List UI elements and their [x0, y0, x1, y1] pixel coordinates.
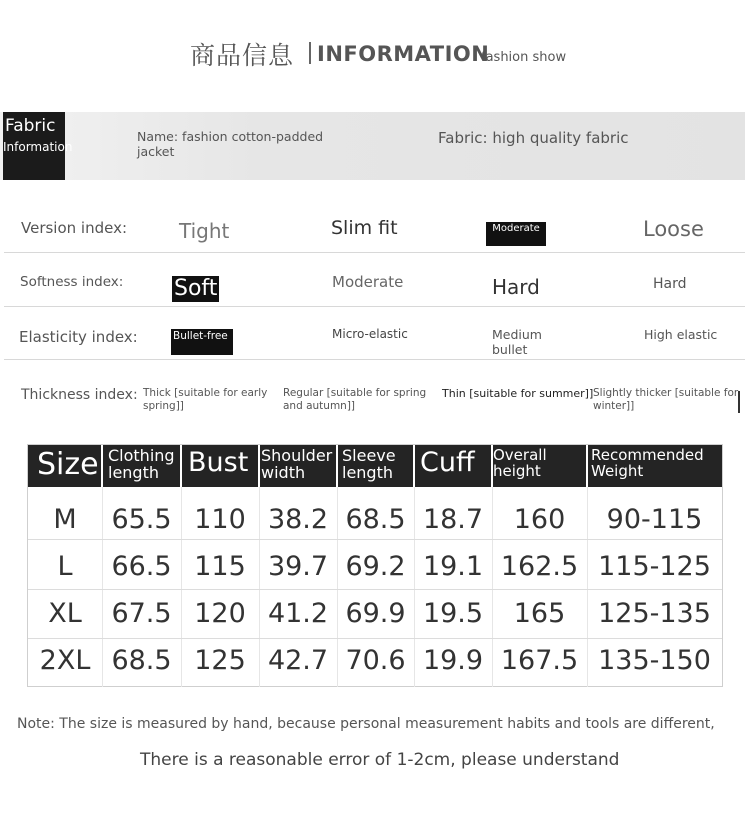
cell-shoulder-width: 39.7	[267, 551, 329, 582]
thickness-index-label: Thickness index:	[21, 387, 138, 403]
cell-clothing-length: 67.5	[111, 598, 172, 629]
thickness-index-row	[0, 360, 750, 418]
fabric-badge-title: Fabric	[5, 116, 56, 136]
cell-sleeve-length: 69.2	[345, 551, 406, 582]
cell-shoulder-width: 38.2	[267, 504, 329, 535]
cell-shoulder-width: 41.2	[267, 598, 329, 629]
table-header-cuff: Cuff	[415, 445, 491, 487]
fabric-info-badge	[3, 112, 73, 180]
version-option-slim-fit: Slim fit	[331, 217, 398, 239]
cell-size: L	[57, 551, 73, 582]
version-option-tight: Tight	[179, 219, 230, 243]
measurement-note: Note: The size is measured by hand, because personal measurement habits and tools are different,	[17, 716, 715, 732]
elasticity-index-row	[0, 307, 750, 360]
thickness-option-regular: Regular [suitable for spring and autumn]]	[283, 387, 427, 412]
version-option-moderate-selected: Moderate	[486, 222, 546, 246]
cell-clothing-length: 66.5	[111, 551, 172, 582]
page-header	[0, 30, 750, 80]
cell-overall-height: 167.5	[500, 645, 579, 676]
softness-index-label: Softness index:	[20, 274, 124, 290]
table-header-shoulder-width: Shoulder width	[260, 445, 336, 487]
header-separator	[309, 42, 311, 64]
cell-cuff: 19.5	[422, 598, 484, 629]
fabric-info-band	[0, 112, 745, 180]
table-header-bust: Bust	[182, 445, 258, 487]
table-header-sleeve-length: Sleeve length	[338, 445, 413, 487]
cell-recommended-weight: 125-135	[598, 598, 711, 629]
softness-option-soft-selected: Soft	[174, 276, 218, 301]
size-table	[27, 444, 723, 687]
version-index-label: Version index:	[21, 219, 128, 237]
cell-size: M	[53, 504, 77, 535]
version-option-loose: Loose	[643, 217, 704, 241]
version-index-row	[0, 205, 750, 253]
row-edge-marker	[738, 391, 740, 413]
thickness-option-thick: Thick [suitable for early spring]]	[143, 387, 268, 412]
fabric-material: Fabric: high quality fabric	[438, 129, 629, 147]
softness-index-row	[0, 253, 750, 307]
elasticity-option-bullet-free-selected: Bullet-free	[171, 329, 233, 355]
cell-cuff: 19.1	[422, 551, 484, 582]
table-header-clothing-length: Clothing length	[103, 445, 180, 487]
cell-sleeve-length: 68.5	[345, 504, 406, 535]
cell-sleeve-length: 70.6	[345, 645, 406, 676]
thickness-option-thin: Thin [suitable for summer]]	[442, 387, 594, 400]
softness-option-hard: Hard	[492, 275, 540, 299]
elasticity-option-medium-bullet: Medium bullet	[492, 327, 542, 357]
cell-shoulder-width: 42.7	[267, 645, 329, 676]
header-en-title: INFORMATION	[317, 42, 490, 66]
elasticity-option-micro-elastic: Micro-elastic	[332, 327, 408, 341]
table-header-recommended-weight: Recommended Weight	[588, 445, 722, 487]
cell-cuff: 19.9	[422, 645, 484, 676]
table-header-size: Size	[28, 445, 101, 487]
softness-option-moderate: Moderate	[332, 273, 404, 291]
row-line	[28, 589, 722, 590]
thickness-option-slightly-thicker: Slightly thicker [suitable for winter]]	[593, 387, 739, 412]
header-cn-title: 商品信息	[190, 41, 295, 70]
elasticity-index-label: Elasticity index:	[19, 328, 138, 346]
cell-bust: 110	[194, 504, 246, 535]
header-subtitle: fashion show	[481, 50, 567, 65]
cell-clothing-length: 65.5	[111, 504, 172, 535]
cell-cuff: 18.7	[422, 504, 484, 535]
cell-bust: 125	[194, 645, 246, 676]
fabric-badge-subtitle: Information	[3, 140, 73, 154]
softness-option-hard-2: Hard	[653, 276, 687, 292]
cell-bust: 115	[194, 551, 246, 582]
cell-sleeve-length: 69.9	[345, 598, 406, 629]
cell-recommended-weight: 90-115	[606, 504, 703, 535]
cell-recommended-weight: 135-150	[598, 645, 711, 676]
cell-overall-height: 165	[513, 598, 566, 629]
table-header-overall-height: Overall height	[493, 445, 586, 487]
cell-overall-height: 162.5	[500, 551, 579, 582]
product-name: Name: fashion cotton-padded jacket	[137, 129, 324, 159]
cell-size: XL	[48, 598, 82, 629]
cell-clothing-length: 68.5	[111, 645, 172, 676]
elasticity-option-high-elastic: High elastic	[644, 327, 718, 342]
row-line	[28, 539, 722, 540]
row-line	[28, 638, 722, 639]
cell-bust: 120	[194, 598, 246, 629]
cell-recommended-weight: 115-125	[598, 551, 711, 582]
cell-overall-height: 160	[513, 504, 566, 535]
error-note: There is a reasonable error of 1-2cm, please understand	[140, 750, 620, 770]
cell-size: 2XL	[39, 645, 91, 676]
